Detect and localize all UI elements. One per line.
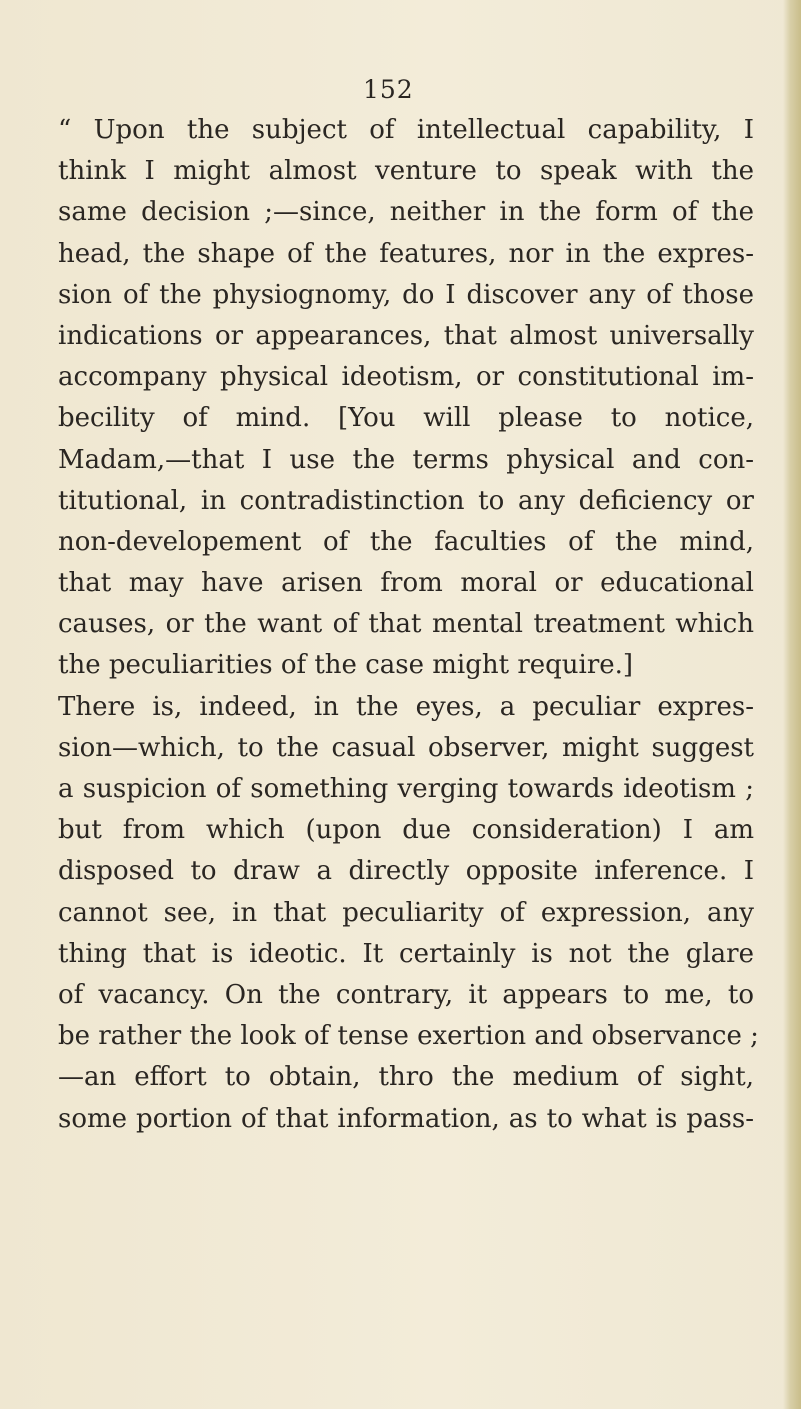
text-line-4: head, the shape of the features, nor in the expres-	[58, 238, 754, 269]
text-line-9: Madam,—that I use the terms physical and con-	[58, 444, 754, 475]
body-paragraph	[58, 110, 759, 1140]
text-line-6: indications or appearances, that almost universally	[58, 320, 754, 351]
text-line-18: but from which (upon due consideration) I am	[58, 815, 754, 846]
text-line-20: cannot see, in that peculiarity of expression, any	[58, 897, 754, 928]
text-line-16: sion—which, to the casual observer, might suggest	[58, 732, 754, 763]
text-line-19: disposed to draw a directly opposite inference. I	[58, 856, 754, 887]
text-line-14: the peculiarities of the case might require.]	[58, 650, 634, 681]
text-line-15: There is, indeed, in the eyes, a peculiar expres-	[58, 691, 754, 722]
text-line-13: causes, or the want of that mental treatment which	[58, 609, 754, 640]
text-line-17: a suspicion of something verging towards ideotism ;	[58, 774, 754, 804]
page-edge	[783, 0, 801, 1409]
text-line-23: be rather the look of tense exertion and observance ;	[58, 1021, 759, 1052]
text-line-25: some portion of that information, as to what is pass-	[58, 1103, 754, 1134]
text-line-22: of vacancy. On the contrary, it appears to me, to	[58, 979, 754, 1010]
text-line-21: thing that is ideotic. It certainly is not the glare	[58, 938, 754, 969]
page-number: 152	[363, 75, 414, 104]
text-line-10: titutional, in contradistinction to any deficiency or	[58, 485, 754, 516]
text-line-3: same decision ;—since, neither in the form of the	[58, 197, 754, 228]
text-line-8: becility of mind. [You will please to notice,	[58, 403, 754, 434]
text-line-1: “ Upon the subject of intellectual capability, I	[58, 115, 754, 145]
text-line-5: sion of the physiognomy, do I discover any of those	[58, 279, 754, 310]
text-line-7: accompany physical ideotism, or constitutional im-	[58, 362, 754, 393]
text-line-11: non-developement of the faculties of the mind,	[58, 526, 754, 557]
text-line-12: that may have arisen from moral or educational	[58, 568, 754, 599]
text-line-24: —an effort to obtain, thro the medium of sight,	[58, 1062, 754, 1093]
text-line-2: think I might almost venture to speak with the	[58, 156, 754, 187]
